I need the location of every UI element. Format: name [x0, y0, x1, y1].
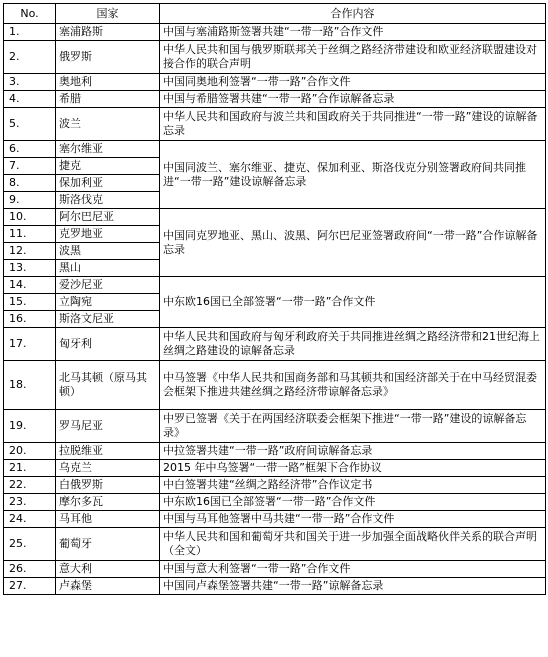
row-content: 中马签署《中华人民共和国商务部和马其顿共和国经济部关于在中马经贸混委会框架下推进共建丝绸之路经济带谅解备忘录》: [160, 361, 546, 410]
row-country: 马耳他: [56, 511, 160, 528]
row-country: 塞尔维亚: [56, 141, 160, 158]
row-country: 黑山: [56, 260, 160, 277]
row-country: 波兰: [56, 108, 160, 141]
table-row: [4, 141, 546, 158]
table-row: [4, 108, 546, 141]
row-no: 19.: [4, 410, 56, 443]
row-no: 25.: [4, 528, 56, 561]
row-no: 12.: [4, 243, 56, 260]
row-country: 奥地利: [56, 74, 160, 91]
header-content: 合作内容: [160, 4, 546, 24]
row-no: 6.: [4, 141, 56, 158]
table-row: [4, 74, 546, 91]
table-row: [4, 578, 546, 595]
table-row: [4, 410, 546, 443]
row-no: 16.: [4, 311, 56, 328]
table-row: [4, 443, 546, 460]
row-country: 匈牙利: [56, 328, 160, 361]
row-country: 斯洛文尼亚: [56, 311, 160, 328]
row-no: 5.: [4, 108, 56, 141]
table-row: [4, 460, 546, 477]
row-no: 23.: [4, 494, 56, 511]
table-row: [4, 528, 546, 561]
row-country: 阿尔巴尼亚: [56, 209, 160, 226]
row-no: 7.: [4, 158, 56, 175]
row-no: 2.: [4, 41, 56, 74]
row-no: 21.: [4, 460, 56, 477]
row-content: 中国与马耳他签署中马共建“一带一路”合作文件: [160, 511, 546, 528]
table-row: [4, 494, 546, 511]
row-content: 2015 年中乌签署“一带一路”框架下合作协议: [160, 460, 546, 477]
row-no: 15.: [4, 294, 56, 311]
table-header-row: [4, 4, 546, 24]
row-content: 中国与希腊签署共建“一带一路”合作谅解备忘录: [160, 91, 546, 108]
row-country: 罗马尼亚: [56, 410, 160, 443]
row-content: 中国同卢森堡签署共建“一带一路”谅解备忘录: [160, 578, 546, 595]
cooperation-table: [3, 3, 546, 595]
row-content: 中华人民共和国和葡萄牙共和国关于进一步加强全面战略伙伴关系的联合声明（全文）: [160, 528, 546, 561]
row-country: 保加利亚: [56, 175, 160, 192]
row-country: 波黑: [56, 243, 160, 260]
merged-content-10-13: 中国同克罗地亚、黑山、波黑、阿尔巴尼亚签署政府间“一带一路”合作谅解备忘录: [160, 209, 546, 277]
row-content: 中华人民共和国政府与匈牙利政府关于共同推进丝绸之路经济带和21世纪海上丝绸之路建设的谅解备忘录: [160, 328, 546, 361]
header-no: No.: [4, 4, 56, 24]
row-no: 3.: [4, 74, 56, 91]
merged-content-6-9: 中国同波兰、塞尔维亚、捷克、保加利亚、斯洛伐克分别签署政府间共同推进“一带一路”建设谅解备忘录: [160, 141, 546, 209]
row-no: 10.: [4, 209, 56, 226]
row-no: 22.: [4, 477, 56, 494]
table-row: [4, 361, 546, 410]
row-country: 乌克兰: [56, 460, 160, 477]
row-country: 爱沙尼亚: [56, 277, 160, 294]
row-no: 27.: [4, 578, 56, 595]
table-row: [4, 24, 546, 41]
row-no: 11.: [4, 226, 56, 243]
table-row: [4, 91, 546, 108]
row-country: 克罗地亚: [56, 226, 160, 243]
row-country: 摩尔多瓦: [56, 494, 160, 511]
row-no: 14.: [4, 277, 56, 294]
row-content: 中国同奥地利签署“一带一路”合作文件: [160, 74, 546, 91]
table-row: [4, 561, 546, 578]
row-country: 斯洛伐克: [56, 192, 160, 209]
header-country: 国家: [56, 4, 160, 24]
row-no: 18.: [4, 361, 56, 410]
row-no: 20.: [4, 443, 56, 460]
row-content: 中国与意大利签署“一带一路”合作文件: [160, 561, 546, 578]
row-no: 13.: [4, 260, 56, 277]
row-country: 葡萄牙: [56, 528, 160, 561]
table-row: [4, 209, 546, 226]
row-country: 卢森堡: [56, 578, 160, 595]
row-content: 中国与塞浦路斯签署共建“一带一路”合作文件: [160, 24, 546, 41]
table-row: [4, 328, 546, 361]
row-content: 中罗已签署《关于在两国经济联委会框架下推进“一带一路”建设的谅解备忘录》: [160, 410, 546, 443]
merged-content-14-16: 中东欧16国已全部签署“一带一路”合作文件: [160, 277, 546, 328]
table-row: [4, 477, 546, 494]
row-country: 白俄罗斯: [56, 477, 160, 494]
row-no: 1.: [4, 24, 56, 41]
row-no: 4.: [4, 91, 56, 108]
row-country: 捷克: [56, 158, 160, 175]
row-content: 中华人民共和国政府与波兰共和国政府关于共同推进“一带一路”建设的谅解备忘录: [160, 108, 546, 141]
row-content: 中东欧16国已全部签署“一带一路”合作文件: [160, 494, 546, 511]
row-country: 希腊: [56, 91, 160, 108]
row-country: 塞浦路斯: [56, 24, 160, 41]
row-country: 拉脱维亚: [56, 443, 160, 460]
row-no: 24.: [4, 511, 56, 528]
table-row: [4, 511, 546, 528]
row-no: 9.: [4, 192, 56, 209]
row-no: 8.: [4, 175, 56, 192]
row-no: 17.: [4, 328, 56, 361]
row-content: 中华人民共和国与俄罗斯联邦关于丝绸之路经济带建设和欧亚经济联盟建设对接合作的联合声明: [160, 41, 546, 74]
row-content: 中拉签署共建“一带一路”政府间谅解备忘录: [160, 443, 546, 460]
row-no: 26.: [4, 561, 56, 578]
table-row: [4, 41, 546, 74]
row-country: 意大利: [56, 561, 160, 578]
row-country: 北马其顿（原马其顿）: [56, 361, 160, 410]
row-content: 中白签署共建“丝绸之路经济带”合作议定书: [160, 477, 546, 494]
row-country: 俄罗斯: [56, 41, 160, 74]
row-country: 立陶宛: [56, 294, 160, 311]
table-row: [4, 277, 546, 294]
